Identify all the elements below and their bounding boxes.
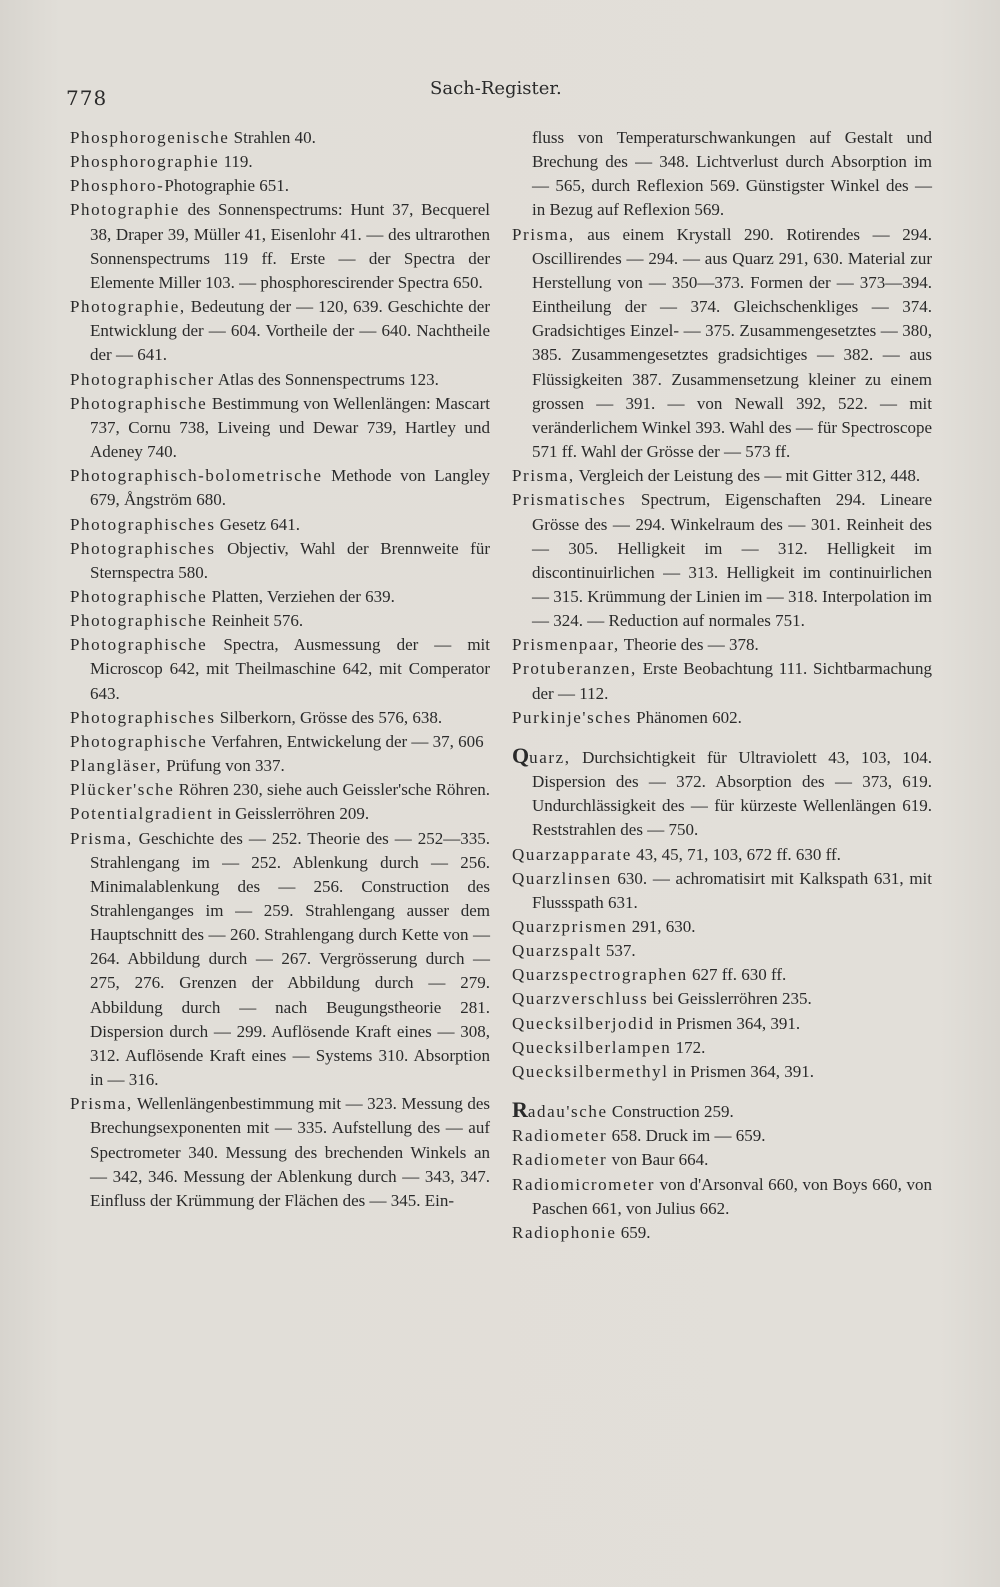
index-entry (512, 657, 932, 705)
index-references: 627 ff. 630 ff. (687, 965, 787, 985)
index-term: Photographische (70, 611, 208, 631)
index-term: Photographisches (70, 538, 216, 558)
index-term: Quarzlinsen (512, 868, 612, 888)
index-term: Phosphorographie (70, 152, 220, 172)
index-term: Photographische (70, 635, 208, 655)
index-entry (512, 633, 932, 657)
index-entry (512, 1124, 932, 1148)
index-references: Geschichte des — 252. Theorie des — 252—335. Strahlengang im — 252. Ablenkung durch — 256. Minimalablenkung des — 256. Construction des Strahlenganges im — 259. Strahlengang ausser dem Hauptschnitt des — 260. Strahlengang durch Kette von — 264. Abbildung durch — 267. Vergrösserung durch — 275, 276. Grenzen der Abbildung durch — 279. Abbildung durch — nach Beugungstheorie 281. Dispersion durch — 299. Auflösende Kraft eines — 308, 312. Auflösende Kraft eines — Systems 310. Absorption in — 316. (90, 828, 490, 1090)
index-entry (512, 963, 932, 987)
index-term: Quarzverschluss (512, 989, 649, 1009)
index-references: Atlas des Sonnenspectrums 123. (214, 369, 439, 389)
index-entry (70, 126, 490, 150)
index-entry (512, 915, 932, 939)
index-term: Photographische (70, 586, 208, 606)
index-term: Radiometer (512, 1126, 608, 1146)
index-term: Purkinje'sches (512, 707, 632, 727)
index-references: 172. (671, 1037, 706, 1057)
index-references: Durchsichtigkeit für Ultraviolett 43, 103, 104. Dispersion des — 372. Absorption des — 373, 619. Undurchlässigkeit des — für kürzeste Wellenlängen 619. Reststrahlen des — 750. (532, 747, 932, 840)
index-references: Vergleich der Leistung des — mit Gitter 312, 448. (574, 466, 921, 486)
index-references: Construction 259. (607, 1102, 734, 1122)
index-entry (512, 706, 932, 730)
index-references: in Prismen 364, 391. (654, 1013, 801, 1033)
index-references: von Baur 664. (607, 1150, 709, 1170)
index-references: Platten, Verziehen der 639. (207, 586, 395, 606)
index-references: Silberkorn, Grösse des 576, 638. (215, 707, 443, 727)
index-term: Protuberanzen, (512, 659, 637, 679)
index-term: Prismatisches (512, 490, 627, 510)
index-entry (512, 867, 932, 915)
index-references: Photographie 651. (164, 176, 290, 196)
index-references: 537. (601, 941, 636, 961)
index-references: Röhren 230, siehe auch Geissler'sche Röhren. (174, 780, 490, 800)
index-entry (70, 368, 490, 392)
index-term: Quarzprismen (512, 917, 628, 936)
index-term: Quarzspalt (512, 941, 602, 961)
index-entry (512, 1173, 932, 1221)
index-term: Photographischer (70, 369, 215, 389)
index-entry (512, 126, 932, 223)
index-entry (70, 392, 490, 464)
index-references: in Geisslerröhren 209. (213, 804, 370, 824)
index-references: von d'Arsonval 660, von Boys 660, von Paschen 661, von Julius 662. (532, 1174, 932, 1218)
index-term: Quecksilberlampen (512, 1037, 672, 1057)
index-references: Bedeutung der — 120, 639. Geschichte der Entwicklung der — 604. Vortheile der — 640. Nachtheile der — 641. (90, 297, 490, 365)
index-term: Radiomicrometer (512, 1174, 655, 1194)
index-references: bei Geisslerröhren 235. (648, 989, 812, 1009)
index-references: Phänomen 602. (631, 707, 742, 727)
index-entry (512, 464, 932, 488)
index-entry (70, 174, 490, 198)
index-entry (70, 827, 490, 1093)
index-term: Prisma, (70, 828, 133, 848)
index-entry (70, 754, 490, 778)
index-term: Prisma, (70, 1094, 133, 1114)
index-term: Photographie, (70, 297, 186, 317)
index-references: 658. Druck im — 659. (607, 1126, 766, 1146)
index-entry (70, 706, 490, 730)
index-references: 43, 45, 71, 103, 672 ff. 630 ff. (631, 844, 841, 864)
index-entry (70, 464, 490, 512)
index-references: aus einem Krystall 290. Rotirendes — 294. Oscillirendes — 294. — aus Quarz 291, 630. Material zur Herstellung von — 350—373. Formen der — 373—394. Eintheilung der — 374. Gleichschenkliges — 374. Gradsichtiges Einzel- — 375. Zusammengesetztes — 380, 385. Zusammengesetztes gradsichtiges — 382. — aus Flüssigkeiten 387. Zusammensetzung kleiner zu einem grossen — 391. — von Newall 392, 522. — mit veränderlichem Winkel 393. Wahl des — für Spectroscope 571 ff. Wahl der Grösse der — 573 ff. (532, 224, 932, 462)
index-term: Plangläser, (70, 756, 162, 776)
index-references: Spectrum, Eigenschaften 294. Lineare Grösse des — 294. Winkelraum des — 301. Reinheit des — 305. Helligkeit im — 312. Helligkeit im discontinuirlichen — 313. Helligkeit im continuirlichen — 315. Krümmung der Linien im — 318. Interpolation im — 324. — Reduction auf normales 751. (532, 490, 932, 631)
index-references: Gesetz 641. (215, 514, 301, 534)
index-references: 630. — achromatisirt mit Kalkspath 631, mit Flussspath 631. (532, 868, 932, 912)
index-references: 119. (219, 152, 253, 172)
index-entry (70, 609, 490, 633)
index-references: in Prismen 364, 391. (668, 1061, 815, 1081)
index-entry (70, 150, 490, 174)
index-term: Prisma, (512, 466, 575, 486)
index-entry (512, 843, 932, 867)
index-term: Photographische (70, 731, 208, 751)
index-references: Reinheit 576. (207, 611, 304, 631)
index-references: Strahlen 40. (229, 128, 316, 147)
index-references: Theorie des — 378. (619, 635, 759, 655)
index-term: Prisma, (512, 224, 575, 244)
index-term: Radau'sche (512, 1097, 608, 1123)
index-entry (512, 488, 932, 633)
index-entry (70, 295, 490, 367)
index-term: Quarzspectrographen (512, 965, 688, 985)
index-term: Plücker'sche (70, 780, 175, 800)
index-references: Verfahren, Entwickelung der — 37, 606 (207, 731, 484, 751)
index-entry (70, 802, 490, 826)
index-entry (70, 633, 490, 705)
index-entry (70, 778, 490, 802)
index-references: Spectra, Ausmessung der — mit Microscop 642, mit Theilmaschine 642, mit Comperator 643. (90, 635, 490, 703)
index-references: Prüfung von 337. (161, 756, 285, 776)
index-references: des Sonnenspectrums: Hunt 37, Becquerel 38, Draper 39, Müller 41, Eisenlohr 41. — des ultrarothen Sonnenspectrums 119 ff. Erste — der Spectra der Elemente Miller 103. — phosphorescirender Spectra 650. (90, 200, 490, 292)
index-entry (512, 939, 932, 963)
index-term: Quecksilbermethyl (512, 1061, 669, 1081)
index-term: Radiophonie (512, 1222, 617, 1242)
index-references: Erste Beobachtung 111. Sichtbarmachung der — 112. (532, 659, 932, 703)
index-term: Photographisch-bolometrische (70, 466, 323, 486)
index-entry (512, 1060, 932, 1084)
index-term: Photographisches (70, 707, 216, 727)
index-entry (70, 1092, 490, 1213)
index-references: fluss von Temperaturschwankungen auf Gestalt und Brechung des — 348. Lichtverlust durch Absorption im — 565, durch Reflexion 569. Günstigster Winkel des — in Bezug auf Reflexion 569. (532, 128, 932, 220)
index-entry (512, 1148, 932, 1172)
index-references: 291, 630. (627, 917, 696, 936)
index-term: Radiometer (512, 1150, 608, 1170)
index-references: Methode von Langley 679, Ångström 680. (90, 466, 490, 510)
index-term: Phosphorogenische (70, 128, 230, 147)
index-entry (70, 198, 490, 295)
index-term: Photographisches (70, 514, 216, 534)
index-references: Bestimmung von Wellenlängen: Mascart 737, Cornu 738, Liveing und Dewar 739, Hartley und Adeney 740. (90, 393, 490, 462)
right-column (512, 126, 932, 1245)
index-entry (70, 585, 490, 609)
index-term: Photographische (70, 393, 208, 413)
index-entry (512, 1098, 932, 1124)
index-term: Quecksilberjodid (512, 1013, 655, 1033)
index-references: Wellenlängenbestimmung mit — 323. Messung des Brechungsexponenten mit — 335. Aufstellung des — auf Spectrometer 340. Messung des brechenden Winkels an — 342, 346. Messung der Ablenkung durch — 343, 347. Einfluss der Krümmung der Flächen des — 345. Ein- (90, 1094, 490, 1210)
index-entry (70, 513, 490, 537)
left-column (70, 126, 490, 1213)
index-entry (512, 223, 932, 465)
index-entry (512, 1036, 932, 1060)
index-term: Prismenpaar, (512, 635, 620, 655)
index-entry (512, 1012, 932, 1036)
index-term: Photographie (70, 200, 180, 220)
index-references: 659. (616, 1222, 651, 1242)
index-term: Quarzapparate (512, 844, 632, 864)
index-entry (512, 744, 932, 843)
index-entry (512, 987, 932, 1011)
index-references: Objectiv, Wahl der Brennweite für Sternspectra 580. (90, 538, 490, 582)
index-term: Potentialgradient (70, 804, 214, 824)
index-entry (70, 537, 490, 585)
running-head: Sach-Register. (430, 78, 562, 99)
page-number: 778 (66, 86, 108, 110)
index-term: Quarz, (512, 742, 571, 768)
index-entry (70, 730, 490, 754)
index-term: Phosphoro- (70, 176, 165, 196)
index-entry (512, 1221, 932, 1245)
